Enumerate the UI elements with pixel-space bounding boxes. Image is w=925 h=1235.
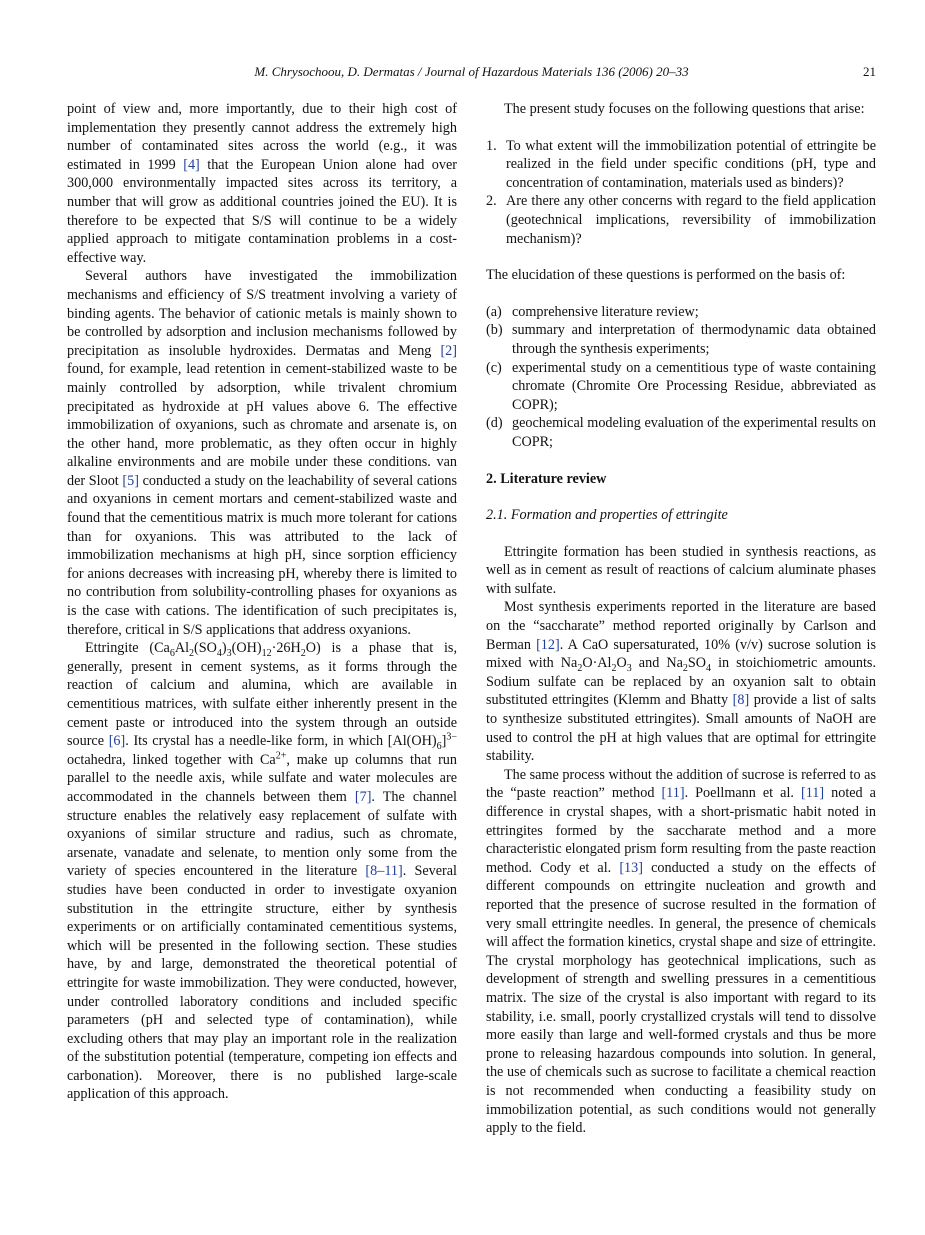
citation-link[interactable]: [11]	[661, 785, 685, 802]
formula-run: ·26H	[271, 640, 301, 657]
spacer	[486, 525, 876, 543]
text-run: and Na	[631, 655, 683, 672]
paragraph	[67, 639, 457, 1104]
running-header	[67, 64, 876, 84]
text-run: noted a difference in crystal shapes, with a short-prismatic habit noted in ettringites formed by the saccharate method and a more characteristic elongated prism form resulting from the paste reaction method. Cody et al.	[486, 785, 876, 876]
text-run: conducted a study on the leachability of several cations and oxyanions in cement mortars and cement-stabilized waste and found that the cementitious matrix is much more tolerant for cations than for oxyanions. This was attributed to the lack of immobilization mechanisms at high pH, since sorption efficiency for anions decreases with increasing pH, whereby there is limited to no contribution from solubility-controlling phases for oxyanions as is the case with cations. The identification of such precipitates is, therefore, critical in S/S applications that address oxyanions.	[67, 472, 458, 638]
list-item	[486, 137, 876, 193]
spacer	[486, 119, 876, 137]
subscript: 4	[706, 663, 712, 675]
citation-link[interactable]: [5]	[122, 472, 139, 489]
superscript: 2+	[275, 750, 287, 762]
citation-link[interactable]: [7]	[354, 788, 372, 805]
left-column	[67, 100, 457, 1104]
paragraph: Ettringite formation has been studied in synthesis reactions, as well as in cement as result of reactions of calcium aluminate phases with sulfate.	[486, 543, 876, 597]
list-number: 1.	[486, 137, 497, 154]
subscript: 3	[226, 648, 232, 660]
text-run: SO	[687, 655, 707, 672]
spacer	[486, 248, 876, 266]
text-run: Ettringite (Ca	[85, 640, 170, 657]
list-item	[486, 414, 876, 451]
citation-link[interactable]: [12]	[536, 636, 560, 653]
section-heading: 2. Literature review	[486, 470, 607, 487]
subscript: 6	[169, 648, 175, 660]
text-run: that the European Union alone had over 300,000 environmentally impacted sites across its territory, a number that will grow as additional countries joined the EU). It is therefore to be expected that S/S will continue to be a widely applied approach to mitigate contamination problems in a cost-effective way.	[67, 156, 458, 266]
text-run: octahedra, linked together with Ca	[67, 751, 276, 768]
formula-run: )	[221, 640, 227, 657]
text-run: Most synthesis experiments reported in the literature are based on the “saccharate” method reported originally by Carlson and Berman	[486, 599, 876, 653]
list-item	[486, 303, 876, 322]
formula-run: (SO	[194, 640, 217, 657]
subscript: 2	[611, 663, 617, 675]
right-column	[486, 100, 876, 1138]
paragraph	[486, 598, 876, 765]
subscript: 2	[577, 663, 583, 675]
text-run: in stoichiometric amounts. Sodium sulfate can be replaced by an oxyanion salt to obtain substituted ettringites (Klemm and Bhatty	[486, 655, 877, 709]
questions-list	[486, 137, 876, 249]
spacer	[486, 452, 876, 470]
text-run: is a phase that is, generally, present in cement systems, as it forms through the reaction of calcium and alumina, which are available in cementitious matrices, with sulfate either inherently present in the cement paste or introduced into the system through an outside source	[67, 640, 457, 750]
basis-list	[486, 303, 876, 452]
list-item	[486, 321, 876, 358]
text-run: . Several studies have been conducted in order to investigate oxyanion substitution in the ettringite structure, either by synthesis experiments or on artificially contaminated cementitious systems, which will be presented in the following section. These studies have, by and large, demonstrated the theoretical potential of ettringite for waste immobilization. They were conducted, however, under controlled laboratory conditions and included specific parameters (pH and selected type of contamination), while excluding others that may play an important role in the realization of the substitution potential (temperature, competing ion effects and carbonation). Moreover, there is no published large-scale application of this approach.	[67, 863, 457, 1103]
text-run: O	[616, 655, 627, 672]
text-run: conducted a study on the effects of different compounds on ettringite nucleation and growth and reported that the presence of sucrose resulted in the formation of very small ettringite needles. In general, the presence of chemicals will affect the formation kinetics, crystal shape and size of ettringite. The crystal morphology has geotechnical implications, such as development of strength and swelling pressures in a cementitious matrix. The size of the crystal is also important with regard to its stability, i.e. small, poorly crystallized crystals will tend to dissolve more easily than large and well-formed crystals and thus be more prone to releasing hazardous compounds into solution. In general, the use of chemicals such as sucrose to facilitate a chemical reaction is not recommended when conducting a feasibility study on immobilization potential, as such conditions would not generally apply to the field.	[486, 859, 876, 1137]
text-run: ]	[441, 733, 447, 750]
citation-link[interactable]: [8]	[732, 692, 750, 709]
subscript: 3	[626, 663, 632, 675]
citation-link[interactable]: [13]	[619, 859, 643, 876]
text-run: O·Al	[582, 655, 612, 672]
citation-link[interactable]: [11]	[800, 785, 825, 802]
citation-link[interactable]: [6]	[108, 733, 126, 750]
formula-run: O)	[305, 640, 321, 657]
text-run: Several authors have investigated the immobilization mechanisms and efficiency of S/S treatment involving a variety of binding agents. The behavior of cationic metals is mainly shown to be controlled by adsorption and inclusion mechanisms followed by precipitation as insoluble hydroxides. Dermatas and Meng	[67, 268, 457, 359]
subsection-heading: 2.1. Formation and properties of ettringite	[486, 507, 728, 524]
paragraph	[67, 267, 457, 639]
text-run: . Its crystal has a needle-like form, in which [Al(OH)	[125, 733, 437, 750]
list-label: (d)	[486, 415, 503, 432]
list-label: (b)	[486, 322, 503, 339]
subscript: 2	[300, 648, 306, 660]
citation-link[interactable]: [4]	[183, 156, 200, 173]
text-run: The same process without the addition of sucrose is referred to as the “paste reaction” method	[486, 766, 876, 802]
running-title: M. Chrysochoou, D. Dermatas / Journal of Hazardous Materials 136 (2006) 20–33	[254, 64, 689, 79]
list-text: comprehensive literature review;	[512, 303, 699, 320]
list-item	[486, 359, 876, 415]
text-run: provide a list of salts to synthesize substituted ettringites). Small amounts of NaOH are used to control the pH at high values that are optimal for ettringite stability.	[486, 692, 876, 765]
list-text: Are there any other concerns with regard to the field application (geotechnical implications, reversibility of immobilization mechanism)?	[506, 193, 876, 247]
formula-run: (OH)	[231, 640, 262, 657]
list-text: To what extent will the immobilization potential of ettringite be realized in the field under specific conditions (pH, type and concentration of contamination, materials used as binders)?	[506, 137, 876, 191]
paragraph	[486, 766, 876, 1138]
list-label: (a)	[486, 303, 502, 320]
subscript: 4	[216, 648, 222, 660]
list-number: 2.	[486, 193, 497, 210]
formula-run: Al	[174, 640, 190, 657]
basis-intro: The elucidation of these questions is performed on the basis of:	[486, 267, 846, 284]
intro-paragraph: The present study focuses on the following questions that arise:	[504, 101, 865, 117]
subscript: 2	[682, 663, 688, 675]
spacer	[486, 285, 876, 303]
subscript: 6	[436, 741, 442, 753]
list-item	[486, 192, 876, 248]
subscript: 12	[261, 648, 272, 660]
list-text: summary and interpretation of thermodynamic data obtained through the synthesis experiments;	[512, 322, 876, 357]
subscript: 2	[189, 648, 195, 660]
text-run: point of view and, more importantly, due to their high cost of implementation they presently cannot address the extremely high number of contaminated sites across the world (e.g., it was estimated in 1999	[67, 101, 457, 173]
citation-link[interactable]: [8–11]	[365, 863, 403, 880]
text-run: , make up columns that run parallel to the needle axis, while sulfate and water molecules are accommodated in the channels between them	[67, 751, 457, 805]
paragraph	[67, 100, 457, 267]
list-text: geochemical modeling evaluation of the experimental results on COPR;	[512, 415, 876, 450]
list-text: experimental study on a cementitious type of waste containing chromate (Chromite Ore Processing Residue, abbreviated as COPR);	[512, 359, 876, 413]
page-number: 21	[863, 64, 876, 79]
spacer	[486, 488, 876, 506]
text-run: . The channel structure enables the relatively easy replacement of sulfate with oxyanions of similar structure and radius, such as chromate, arsenate, vanadate and selenate, to mention only some from the variety of species encountered in the literature	[67, 788, 458, 880]
text-run: . Poellmann et al.	[684, 785, 801, 802]
list-label: (c)	[486, 359, 502, 376]
citation-link[interactable]: [2]	[440, 342, 457, 359]
text-run: . A CaO supersaturated, 10% (v/v) sucrose solution is mixed with Na	[486, 636, 876, 672]
superscript: 3−	[446, 731, 457, 743]
text-run: found, for example, lead retention in cement-stabilized waste to be mainly controlled by adsorption, while trivalent chromium precipitated as hydroxide at pH values above 6. The effective immobilization of oxyanions, such as chromate and arsenate is, on the other hand, more problematic, as they often occur in highly alkaline environments and are mobile under these conditions. van der Sloot	[67, 361, 457, 489]
